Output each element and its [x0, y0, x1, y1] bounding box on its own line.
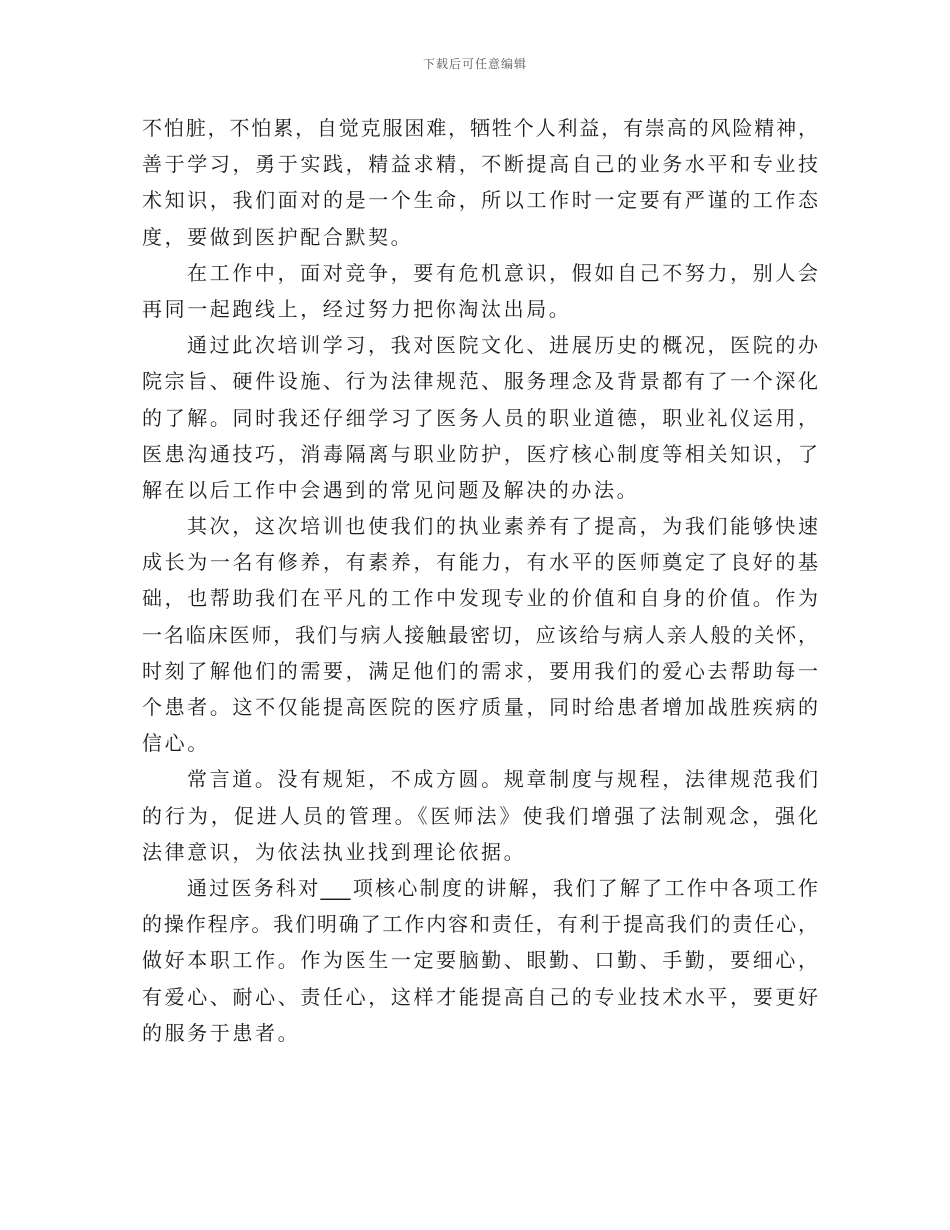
text-line: 在工作中，面对竞争，要有危机意识，假如自己不努力，别人会 — [187, 260, 818, 285]
text-line: 有爱心、耐心、责任心，这样才能提高自己的专业技术水平，要更好 — [142, 984, 818, 1009]
text-line: 通过此次培训学习，我对医院文化、进展历史的概况，医院的办 — [187, 333, 818, 358]
text-line: 础，也帮助我们在平凡的工作中发现专业的价值和自身的价值。作为 — [142, 586, 818, 611]
text-line: 的服务于患者。 — [142, 1020, 301, 1045]
text-line: 再同一起跑线上，经过努力把你淘汰出局。 — [142, 296, 572, 321]
text-line: 医患沟通技巧，消毒隔离与职业防护，医疗核心制度等相关知识，了 — [142, 441, 818, 466]
text-line: 的操作程序。我们明确了工作内容和责任，有利于提高我们的责任心， — [142, 912, 818, 937]
text-line: 个患者。这不仅能提高医院的医疗质量，同时给患者增加战胜疾病的 — [142, 695, 818, 719]
text-line: 度，要做到医护配合默契。 — [142, 224, 414, 249]
text-line: 信心。 — [142, 731, 210, 756]
paragraph — [142, 255, 818, 327]
text-line: 一名临床医师，我们与病人接触最密切，应该给与病人亲人般的关怀， — [142, 622, 818, 647]
text-line: 解在以后工作中会遇到的常见问题及解决的办法。 — [142, 477, 640, 502]
text-line: 常言道。没有规矩，不成方圆。规章制度与规程，法律规范我们 — [187, 767, 818, 792]
paragraph — [142, 761, 818, 870]
paragraph — [142, 327, 818, 508]
text-line: 善于学习，勇于实践，精益求精，不断提高自己的业务水平和专业技 — [142, 152, 818, 177]
text-line: 法律意识，为依法执业找到理论依据。 — [142, 839, 527, 864]
text-line: 其次，这次培训也使我们的执业素养有了提高，为我们能够快速 — [187, 514, 818, 539]
text-line: 不怕脏，不怕累，自觉克服困难，牺牲个人利益，有崇高的风险精神， — [142, 116, 818, 140]
page-header: 下载后可任意编辑 — [422, 57, 527, 71]
paragraph — [142, 110, 818, 255]
text-line: 术知识，我们面对的是一个生命，所以工作时一定要有严谨的工作态 — [142, 188, 818, 213]
text-line: 通过医务科对___项核心制度的讲解，我们了解了工作中各项工作 — [187, 875, 818, 900]
text-line: 时刻了解他们的需要，满足他们的需求，要用我们的爱心去帮助每一 — [142, 658, 818, 683]
document-body — [142, 110, 818, 1051]
text-line: 院宗旨、硬件设施、行为法律规范、服务理念及背景都有了一个深化 — [142, 369, 818, 394]
text-line: 的行为，促进人员的管理。《医师法》使我们增强了法制观念，强化 — [142, 803, 818, 828]
paragraph — [142, 508, 818, 761]
paragraph — [142, 870, 818, 1051]
text-line: 的了解。同时我还仔细学习了医务人员的职业道德，职业礼仪运用， — [142, 405, 818, 430]
text-line: 成长为一名有修养，有素养，有能力，有水平的医师奠定了良好的基 — [142, 550, 818, 575]
text-line: 做好本职工作。作为医生一定要脑勤、眼勤、口勤、手勤，要细心， — [142, 948, 818, 973]
